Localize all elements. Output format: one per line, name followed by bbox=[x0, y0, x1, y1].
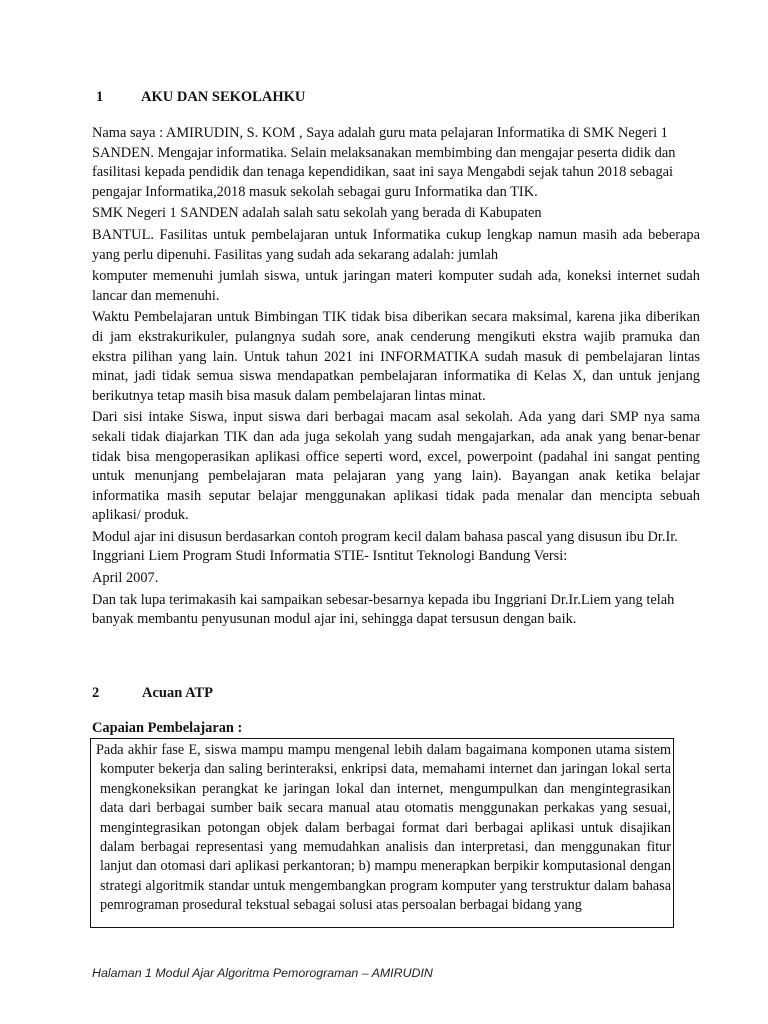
paragraph-intake: Dari sisi intake Siswa, input siswa dari berbagai macam asal sekolah. Ada yang dari SMP nya sama sekali tidak diajarkan TIK dan ada juga sekolah yang sudah mengajarkan, ada anak yang benar-benar tidak bisa mengoperasikan aplikasi office seperti word, excel, powerpoint (padahal ini sangat penting untuk menunjang pembelajaran mata pelajaran yang yang lain). Bayangan anak ketika belajar informatika masih seputar belajar menggunakan aplikasi tidak pada menalar dan mencipta sebuah aplikasi/ produk. bbox=[92, 409, 700, 524]
paragraph-facilities: BANTUL. Fasilitas untuk pembelajaran untuk Informatika cukup lengkap namun masih ada beberapa yang perlu dipenuhi. Fasilitas yang sudah ada sekarang adalah: jumlah bbox=[92, 226, 700, 263]
paragraph-intro: Nama saya : AMIRUDIN, S. KOM , Saya adalah guru mata pelajaran Informatika di SMK Negeri 1 SANDEN. Mengajar informatika. Selain melaksanakan membimbing dan mengajar peserta didik dan fasilitasi kepada pendidik dan tenaga kependidikan, saat ini saya Mengabdi sejak tahun 2018 sebagai pengajar Informatika,2018 masuk sekolah sebagai guru Informatika dan TIK. bbox=[92, 125, 676, 200]
section-1-number: 1 bbox=[96, 89, 104, 105]
paragraph-computers: komputer memenuhi jumlah siswa, untuk jaringan materi komputer sudah ada, koneksi internet sudah lancar dan memenuhi. bbox=[92, 268, 700, 304]
section-1-title: AKU DAN SEKOLAHKU bbox=[141, 89, 306, 105]
paragraph-thanks: Dan tak lupa terimakasih kai sampaikan sebesar-besarnya kepada ibu Inggriani Dr.Ir.Liem yang telah banyak membantu penyusunan modul ajar ini, sehingga dapat tersusun dengan baik. bbox=[92, 591, 675, 628]
capaian-title: Capaian Pembelajaran : bbox=[92, 720, 243, 736]
paragraph-school: SMK Negeri 1 SANDEN adalah salah satu sekolah yang berada di Kabupaten bbox=[92, 205, 542, 222]
paragraph-time: Waktu Pembelajaran untuk Bimbingan TIK tidak bisa diberikan secara maksimal, karena jika diberikan di jam ekstrakurikuler, pulangnya sudah sore, anak cenderung mengikuti ekstra wajib pramuka dan ekstra pilihan yang lain. Untuk tahun 2021 ini INFORMATIKA sudah masuk di pembelajaran lintas minat, jadi tidak semua siswa mendapatkan pembelajaran informatika di Kelas X, dan untuk jenjang berikutnya tetap masih bisa masuk dalam pembelajaran lintas minat. bbox=[92, 309, 700, 404]
section-1-body bbox=[92, 124, 700, 632]
section-1-heading bbox=[96, 88, 305, 106]
capaian-text: Pada akhir fase E, siswa mampu mampu mengenal lebih dalam bagaimana komponen utama sistem komputer bekerja dan saling berinteraksi, enkripsi data, memahami internet dan jaringan lokal serta mengkoneksikan perangkat ke jaringan lokal dan internet, mengumpulkan dan mengintegrasikan data dari berbagai sumber baik secara manual atau otomatis menggunakan perkakas yang sesuai, mengintegrasikan potongan objek dalam berbagai format dari berbagai aplikasi untuk disajikan dalam berbagai representasi yang memudahkan analisis dan interpretasi, dan menggunakan fitur lanjut dan otomasi dari aplikasi perkantoran; b) mampu menerapkan berpikir komputasional dengan strategi algoritmik standar untuk mengembangkan program komputer yang terstruktur dalam bahasa pemrograman prosedural tekstual sebagai solusi atas persoalan berbagai bidang yang bbox=[96, 742, 671, 914]
section-2-heading bbox=[92, 684, 213, 702]
capaian-box bbox=[90, 738, 674, 928]
page-footer: Halaman 1 Modul Ajar Algoritma Pemorograman – AMIRUDIN bbox=[92, 966, 433, 980]
section-2-number: 2 bbox=[92, 685, 100, 701]
paragraph-date: April 2007. bbox=[92, 570, 159, 587]
paragraph-module: Modul ajar ini disusun berdasarkan contoh program kecil dalam bahasa pascal yang disusun ibu Dr.Ir. Inggriani Liem Program Studi Informatia STIE- Isntitut Teknologi Bandung Versi: bbox=[92, 528, 678, 565]
section-2-title: Acuan ATP bbox=[142, 685, 214, 701]
